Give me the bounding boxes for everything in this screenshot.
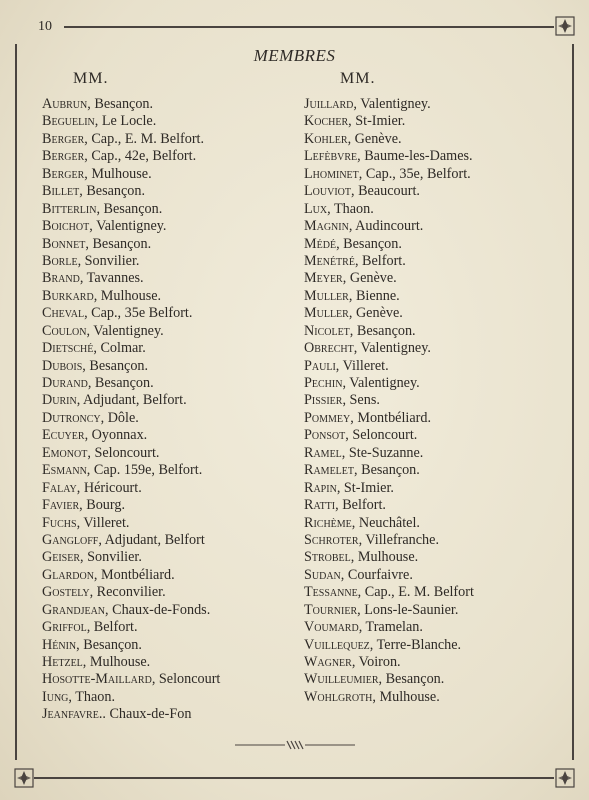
- member-entry: [304, 96, 474, 113]
- member-entry: [42, 445, 220, 462]
- member-entry: [42, 637, 220, 654]
- member-entry: [42, 515, 220, 532]
- member-entry: [304, 567, 474, 584]
- member-surname: Berger: [42, 148, 85, 165]
- member-surname: Boichot: [42, 218, 90, 235]
- member-entry: [304, 654, 474, 671]
- page-title: MEMBRES: [253, 46, 336, 65]
- member-location: , Valentigney.: [353, 340, 431, 357]
- member-surname: Aubrun: [42, 96, 88, 112]
- member-entry: [42, 462, 220, 479]
- member-location: , Voiron.: [351, 654, 401, 670]
- member-surname: Grandjean: [42, 601, 106, 618]
- member-location: , Besançon.: [85, 235, 152, 252]
- member-surname: Wuilleumier: [304, 671, 379, 688]
- member-entry: [304, 671, 474, 688]
- member-surname: Menétré: [304, 252, 355, 269]
- member-location: , Colmar.: [93, 340, 146, 357]
- member-location: , Le Locle.: [94, 113, 157, 130]
- member-entry: [42, 131, 220, 148]
- member-location: , Genève.: [347, 130, 402, 147]
- member-entry: [42, 689, 220, 706]
- member-location: , Mulhouse.: [372, 688, 440, 705]
- member-location: , Lons-le-Saunier.: [357, 601, 459, 618]
- member-surname: Wohlgroth: [304, 688, 373, 705]
- member-surname: Magnin: [304, 218, 349, 235]
- member-surname: Esmann: [42, 462, 87, 479]
- member-entry: [304, 532, 474, 549]
- member-location: , Besançon.: [79, 183, 146, 200]
- member-location: , Besançon.: [87, 375, 154, 391]
- member-location: , St-Imier.: [336, 479, 394, 496]
- corner-ornament-icon: [555, 768, 575, 788]
- member-location: , Terre-Blanche.: [369, 636, 462, 653]
- member-location: , Besançon.: [76, 636, 142, 653]
- member-surname: Meyer: [304, 270, 343, 287]
- member-location: , Dôle.: [100, 409, 139, 426]
- member-location: , Besançon.: [96, 200, 163, 217]
- frame-top-rule: [64, 26, 554, 28]
- member-location: , Thaon.: [327, 200, 374, 217]
- member-surname: Médé: [304, 235, 337, 252]
- member-entry: [42, 584, 220, 601]
- member-entry: [42, 148, 220, 165]
- member-location: , Belfort.: [354, 252, 406, 269]
- corner-ornament-icon: [14, 768, 34, 788]
- member-entry: [304, 131, 474, 148]
- member-surname: Gostely: [42, 584, 90, 601]
- member-entry: [304, 288, 474, 305]
- member-surname: Lhominet: [304, 165, 359, 182]
- member-location: , Villefranche.: [358, 531, 439, 548]
- member-surname: Beguelin: [42, 113, 95, 130]
- member-entry: [42, 375, 220, 392]
- page-number: 10: [38, 19, 52, 34]
- member-location: , Sonvilier.: [80, 549, 142, 566]
- member-surname: Griffol: [42, 619, 87, 636]
- column-header-right: MM.: [340, 70, 376, 87]
- member-surname: Tournier: [304, 601, 358, 618]
- member-entry: [42, 706, 220, 723]
- member-location: , Cap. 159e, Belfort.: [86, 462, 203, 479]
- member-surname: Iung: [42, 688, 69, 705]
- member-entry: [304, 253, 474, 270]
- member-surname: Berger: [42, 165, 85, 182]
- member-entry: [42, 96, 220, 113]
- column-header-left: MM.: [73, 70, 109, 87]
- member-surname: Cheval: [42, 305, 85, 322]
- member-entry: [42, 602, 220, 619]
- member-surname: Bitterlin: [42, 200, 97, 217]
- member-entry: [304, 305, 474, 322]
- member-entry: [304, 427, 474, 444]
- member-location: , Reconvilier.: [89, 584, 166, 601]
- member-location: , Montbéliard.: [350, 409, 432, 426]
- member-surname: Juillard: [304, 96, 354, 112]
- member-location: , Belfort.: [86, 619, 138, 636]
- member-entry: [42, 305, 220, 322]
- member-location: , Seloncourt.: [345, 427, 418, 444]
- member-entry: [42, 532, 220, 549]
- member-entry: [304, 497, 474, 514]
- member-surname: Muller: [304, 287, 349, 304]
- member-surname: Burkard: [42, 287, 94, 304]
- member-entry: [304, 323, 474, 340]
- member-location: , Montbéliard.: [93, 566, 175, 583]
- member-location: , Villeret.: [76, 514, 130, 531]
- member-entry: [304, 619, 474, 636]
- member-surname: Borle: [42, 252, 78, 269]
- member-entry: [42, 427, 220, 444]
- member-location: , Sens.: [342, 392, 380, 409]
- member-location: , Adjudant, Belfort: [98, 531, 205, 548]
- member-entry: [42, 340, 220, 357]
- member-entry: [304, 392, 474, 409]
- member-entry: [304, 166, 474, 183]
- member-entry: [304, 410, 474, 427]
- member-location: , Héricourt.: [76, 479, 142, 496]
- member-surname: Dietsché: [42, 340, 94, 357]
- member-entry: [304, 515, 474, 532]
- member-entry: [304, 637, 474, 654]
- member-surname: Wagner: [304, 654, 352, 670]
- member-location: , Besançon.: [378, 671, 445, 688]
- member-entry: [304, 689, 474, 706]
- member-surname: Gangloff: [42, 531, 99, 548]
- divider-ornament-icon: [235, 738, 355, 752]
- member-surname: Ramelet: [304, 462, 355, 479]
- member-surname: Pauli: [304, 357, 336, 374]
- member-entry: [42, 619, 220, 636]
- member-entry: [42, 113, 220, 130]
- member-entry: [42, 392, 220, 409]
- member-surname: Glardon: [42, 566, 94, 583]
- member-surname: Vuillequez: [304, 636, 370, 653]
- member-location: , Genève.: [348, 305, 403, 322]
- member-location: , Cap., 42e, Belfort.: [84, 148, 197, 165]
- member-surname: Pommey: [304, 409, 351, 426]
- member-surname: Muller: [304, 305, 349, 322]
- member-surname: Falay: [42, 479, 77, 496]
- member-entry: [42, 201, 220, 218]
- member-entry: [304, 375, 474, 392]
- member-location: , Valentigney.: [342, 375, 420, 391]
- member-surname: Coulon: [42, 322, 87, 339]
- member-entry: [42, 480, 220, 497]
- member-surname: Strobel: [304, 549, 351, 566]
- member-entry: [42, 549, 220, 566]
- member-surname: Favier: [42, 497, 80, 514]
- member-location: , Seloncourt.: [87, 444, 160, 461]
- member-surname: Richème: [304, 514, 352, 531]
- member-surname: Bonnet: [42, 235, 86, 252]
- member-location: , Neuchâtel.: [351, 514, 420, 531]
- member-surname: Schroter: [304, 531, 359, 548]
- member-surname: Kocher: [304, 113, 349, 130]
- member-location: , Adjudant, Belfort.: [76, 392, 187, 409]
- member-entry: [42, 218, 220, 235]
- member-location: , Tramelan.: [358, 619, 423, 636]
- member-entry: [42, 410, 220, 427]
- member-surname: Lux: [304, 200, 328, 217]
- member-entry: [42, 497, 220, 514]
- member-location: , Mulhouse.: [84, 165, 152, 182]
- member-location: , Audincourt.: [348, 218, 424, 235]
- member-entry: [304, 584, 474, 601]
- member-surname: Dutroncy: [42, 409, 101, 426]
- member-location: , Besançon.: [87, 96, 154, 112]
- member-location: , Mulhouse.: [82, 654, 151, 670]
- member-location: , Valentigney.: [86, 322, 164, 339]
- member-surname: Kohler: [304, 130, 348, 147]
- member-surname: Fuchs: [42, 514, 77, 531]
- member-surname: Sudan: [304, 566, 341, 583]
- member-location: , Cap., 35e Belfort.: [84, 305, 193, 322]
- member-surname: Tessanne: [304, 584, 358, 601]
- member-entry: [304, 480, 474, 497]
- member-location: , Baume-les-Dames.: [357, 148, 473, 165]
- member-surname: Ponsot: [304, 427, 346, 444]
- member-surname: Hetzel: [42, 654, 83, 670]
- member-entry: [42, 358, 220, 375]
- member-entry: [304, 218, 474, 235]
- member-entry: [42, 654, 220, 671]
- member-location: , Besançon.: [336, 235, 402, 252]
- member-location: , Besançon.: [349, 322, 416, 339]
- member-surname: Voumard: [304, 619, 359, 636]
- member-location: , Valentigney.: [89, 218, 167, 235]
- member-surname: Durand: [42, 375, 88, 391]
- member-entry: [304, 340, 474, 357]
- member-entry: [304, 148, 474, 165]
- member-entry: [304, 549, 474, 566]
- member-location: , Beaucourt.: [351, 183, 420, 200]
- member-entry: [42, 323, 220, 340]
- member-list-left: [42, 96, 220, 724]
- member-surname: Lefèbvre: [304, 148, 358, 165]
- member-location: , Cap., E. M. Belfort.: [84, 130, 205, 147]
- member-entry: [42, 270, 220, 287]
- member-entry: [42, 567, 220, 584]
- member-surname: Jeanfavre: [42, 706, 99, 723]
- member-surname: Ramel: [304, 444, 342, 461]
- member-location: , Cap., E. M. Belfort: [357, 584, 474, 601]
- member-location: , Belfort.: [335, 497, 386, 514]
- member-location: , Seloncourt: [151, 671, 221, 688]
- member-location: , Villeret.: [335, 357, 389, 374]
- member-surname: Geiser: [42, 549, 81, 566]
- frame-bottom-rule: [34, 777, 554, 779]
- member-location: , Sonvilier.: [77, 252, 140, 269]
- member-surname: Durin: [42, 392, 77, 409]
- member-surname: Louviot: [304, 183, 351, 200]
- member-location: , Thaon.: [68, 688, 116, 705]
- member-surname: Pissier: [304, 392, 343, 409]
- member-surname: Pechin: [304, 375, 343, 391]
- member-location: , Valentigney.: [353, 96, 431, 112]
- member-location: , Ste-Suzanne.: [341, 444, 424, 461]
- member-entry: [304, 113, 474, 130]
- member-surname: Hénin: [42, 636, 77, 653]
- member-location: .. Chaux-de-Fon: [98, 706, 192, 723]
- member-entry: [304, 183, 474, 200]
- member-surname: Ratti: [304, 497, 336, 514]
- member-location: , Besançon.: [82, 357, 149, 374]
- member-entry: [304, 602, 474, 619]
- member-location: , Bienne.: [348, 287, 400, 304]
- member-surname: Nicolet: [304, 322, 350, 339]
- member-entry: [42, 671, 220, 688]
- member-surname: Brand: [42, 270, 80, 287]
- member-entry: [304, 445, 474, 462]
- member-entry: [304, 201, 474, 218]
- member-surname: Emonot: [42, 444, 88, 461]
- member-location: , Genève.: [342, 270, 397, 287]
- member-surname: Dubois: [42, 357, 83, 374]
- member-entry: [42, 236, 220, 253]
- corner-ornament-icon: [555, 16, 575, 36]
- member-entry: [42, 253, 220, 270]
- frame-left-rule: [15, 44, 17, 760]
- member-entry: [42, 288, 220, 305]
- member-surname: Billet: [42, 183, 80, 200]
- member-location: , Tavannes.: [79, 270, 144, 287]
- member-entry: [304, 462, 474, 479]
- member-location: , St-Imier.: [348, 113, 406, 130]
- member-location: , Mulhouse.: [350, 549, 419, 566]
- member-location: , Courfaivre.: [340, 566, 413, 583]
- member-location: , Chaux-de-Fonds.: [105, 601, 211, 618]
- member-surname: Rapin: [304, 479, 337, 496]
- member-surname: Hosotte-Maillard: [42, 671, 152, 688]
- member-location: , Besançon.: [354, 462, 420, 479]
- member-surname: Ecuyer: [42, 427, 85, 444]
- member-location: , Oyonnax.: [84, 427, 148, 444]
- member-entry: [42, 166, 220, 183]
- member-entry: [304, 270, 474, 287]
- member-surname: Obrecht: [304, 340, 354, 357]
- member-surname: Berger: [42, 130, 85, 147]
- member-location: , Bourg.: [79, 497, 126, 514]
- member-entry: [304, 358, 474, 375]
- member-location: , Mulhouse.: [93, 287, 162, 304]
- member-entry: [304, 236, 474, 253]
- member-list-right: [304, 96, 474, 706]
- frame-right-rule: [572, 44, 574, 760]
- member-entry: [42, 183, 220, 200]
- member-location: , Cap., 35e, Belfort.: [358, 165, 471, 182]
